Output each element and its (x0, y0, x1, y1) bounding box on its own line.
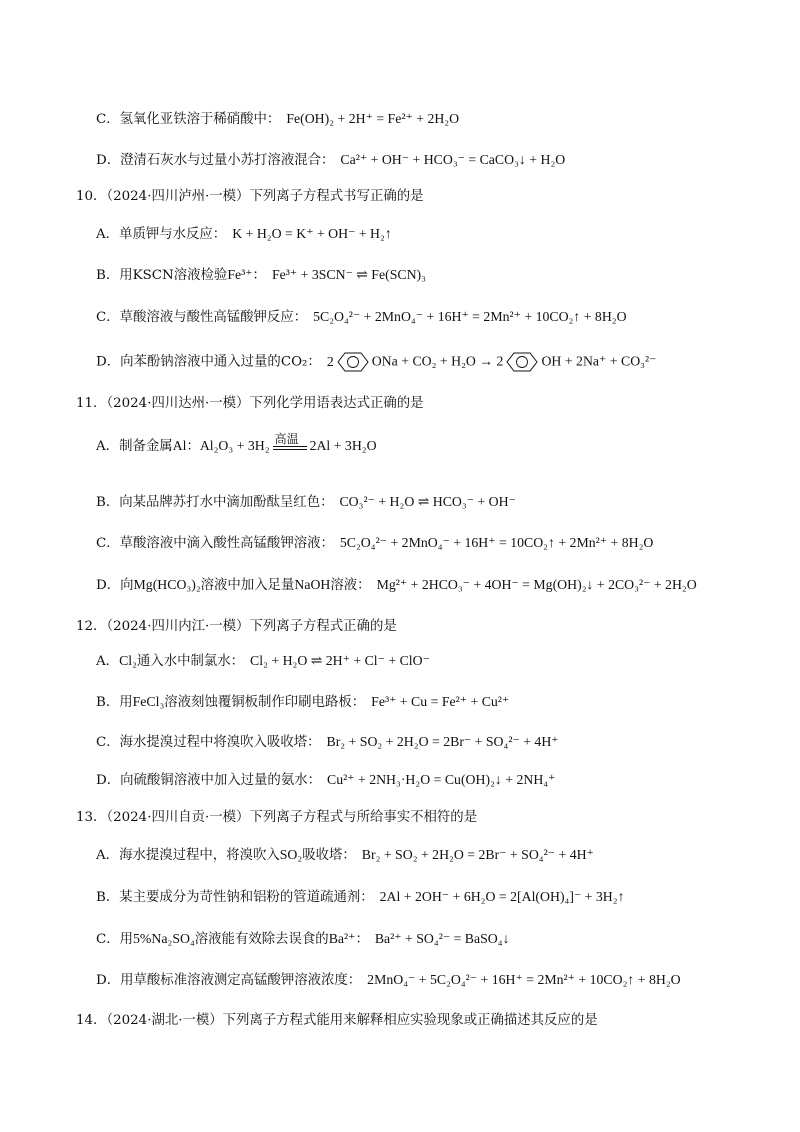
q11-option-d-equation: Mg²⁺ + 2HCO₃⁻ + 4OH⁻ = Mg(OH)₂↓ + 2CO₃²⁻ + 2H₂O (376, 577, 697, 592)
q13-option-d: D．用草酸标准溶液测定高锰酸钾溶液浓度： 2MnO₄⁻ + 5C₂O₄²⁻ + 16H⁺ = 2Mn²⁺ + 10CO₂↑ + 8H₂O (96, 972, 681, 988)
q12-option-a: A．Cl₂通入水中制氯水： Cl₂ + H₂O ⇌ 2H⁺ + Cl⁻ + ClO⁻ (96, 653, 430, 669)
q9-option-d-text: 澄清石灰水与过量小苏打溶液混合： (120, 153, 335, 168)
q9-option-d: D．澄清石灰水与过量小苏打溶液混合： Ca²⁺ + OH⁻ + HCO₃⁻ = CaCO₃↓ + H₂O (96, 152, 566, 168)
q10-option-a: A．单质钾与水反应： K + H₂O = K⁺ + OH⁻ + H₂↑ (96, 226, 392, 242)
question-14-stem: 14．（2024·湖北·一模）下列离子方程式能用来解释相应实验现象或正确描述其反应的是 (76, 1013, 598, 1028)
q10-option-b-equation: Fe³⁺ + 3SCN⁻ ⇌ Fe(SCN)₃ (271, 267, 426, 282)
q12-option-b-equation: Fe³⁺ + Cu = Fe²⁺ + Cu²⁺ (371, 694, 510, 709)
q10-option-c: C．草酸溶液与酸性高锰酸钾反应： 5C₂O₄²⁻ + 2MnO₄⁻ + 16H⁺ = 2Mn²⁺ + 10CO₂↑ + 8H₂O (96, 309, 627, 325)
q10-option-c-equation: 5C₂O₄²⁻ + 2MnO₄⁻ + 16H⁺ = 2Mn²⁺ + 10CO₂↑ + 8H₂O (313, 309, 627, 324)
q11-option-b: B．向某品牌苏打水中滴加酚酞呈红色： CO₃²⁻ + H₂O ⇌ HCO₃⁻ + OH⁻ (96, 494, 516, 510)
question-10-stem: 10．（2024·四川泸州·一模）下列离子方程式书写正确的是 (76, 189, 424, 204)
q12-option-b: B．用FeCl₃溶液刻蚀覆铜板制作印刷电路板： Fe³⁺ + Cu = Fe²⁺ + Cu²⁺ (96, 694, 510, 710)
reaction-condition: 高温 (273, 446, 307, 456)
q13-option-c: C．用5%Na₂SO₄溶液能有效除去误食的Ba²⁺： Ba²⁺ + SO₄²⁻ = BaSO₄↓ (96, 931, 510, 947)
question-13-stem: 13．（2024·四川自贡·一模）下列离子方程式与所给事实不相符的是 (76, 810, 478, 825)
q12-option-d: D．向硫酸铜溶液中加入过量的氨水： Cu²⁺ + 2NH₃·H₂O = Cu(OH)₂↓ + 2NH₄⁺ (96, 772, 556, 788)
q11-option-c: C．草酸溶液中滴入酸性高锰酸钾溶液： 5C₂O₄²⁻ + 2MnO₄⁻ + 16H⁺ = 10CO₂↑ + 2Mn²⁺ + 8H₂O (96, 535, 654, 551)
benzene-ring-icon (505, 351, 539, 373)
q10-option-a-equation: K + H₂O = K⁺ + OH⁻ + H₂↑ (232, 226, 392, 241)
q11-option-c-equation: 5C₂O₄²⁻ + 2MnO₄⁻ + 16H⁺ = 10CO₂↑ + 2Mn²⁺ + 8H₂O (339, 535, 654, 550)
q9-option-c-equation: Fe(OH)₂ + 2H⁺ = Fe²⁺ + 2H₂O (286, 111, 460, 126)
q10-option-d: D．向苯酚钠溶液中通入过量的CO₂： 2 ONa + CO₂ + H₂O → 2 OH + 2Na⁺ + CO₃²⁻ (96, 351, 656, 373)
q11-option-a-equation: Al₂O₃ + 3H₂ (199, 438, 270, 453)
q12-option-d-equation: Cu²⁺ + 2NH₃·H₂O = Cu(OH)₂↓ + 2NH₄⁺ (327, 772, 556, 787)
q13-option-d-equation: 2MnO₄⁻ + 5C₂O₄²⁻ + 16H⁺ = 2Mn²⁺ + 10CO₂↑ + 8H₂O (367, 972, 681, 987)
q9-option-c: C．氢氧化亚铁溶于稀硝酸中： Fe(OH)₂ + 2H⁺ = Fe²⁺ + 2H₂O (96, 111, 460, 127)
q13-option-b-equation: 2Al + 2OH⁻ + 6H₂O = 2[Al(OH)₄]⁻ + 3H₂↑ (379, 889, 625, 904)
q13-option-c-equation: Ba²⁺ + SO₄²⁻ = BaSO₄↓ (374, 931, 510, 946)
q13-option-a: A．海水提溴过程中，将溴吹入SO₂吸收塔： Br₂ + SO₂ + 2H₂O = 2Br⁻ + SO₄²⁻ + 4H⁺ (96, 847, 594, 863)
q11-option-a: A．制备金属Al：Al₂O₃ + 3H₂ 高温 2Al + 3H₂O (96, 432, 377, 454)
q9-option-c-text: 氢氧化亚铁溶于稀硝酸中： (119, 112, 281, 127)
benzene-ring-icon (336, 351, 370, 373)
q13-option-b: B．某主要成分为苛性钠和铝粉的管道疏通剂： 2Al + 2OH⁻ + 6H₂O = 2[Al(OH)₄]⁻ + 3H₂↑ (96, 889, 625, 905)
q11-option-b-equation: CO₃²⁻ + H₂O ⇌ HCO₃⁻ + OH⁻ (339, 494, 516, 509)
q12-option-c-equation: Br₂ + SO₂ + 2H₂O = 2Br⁻ + SO₄²⁻ + 4H⁺ (326, 734, 559, 749)
question-11-stem: 11．（2024·四川达州·一模）下列化学用语表达式正确的是 (76, 396, 424, 411)
question-12-stem: 12．（2024·四川内江·一模）下列离子方程式正确的是 (76, 619, 397, 634)
q12-option-c: C．海水提溴过程中将溴吹入吸收塔： Br₂ + SO₂ + 2H₂O = 2Br⁻ + SO₄²⁻ + 4H⁺ (96, 734, 559, 750)
q10-option-b: B．用KSCN溶液检验Fe³⁺： Fe³⁺ + 3SCN⁻ ⇌ Fe(SCN)₃ (96, 267, 426, 283)
q12-option-a-equation: Cl₂ + H₂O ⇌ 2H⁺ + Cl⁻ + ClO⁻ (250, 653, 430, 668)
q11-option-d: D．向Mg(HCO₃)₂溶液中加入足量NaOH溶液： Mg²⁺ + 2HCO₃⁻ + 4OH⁻ = Mg(OH)₂↓ + 2CO₃²⁻ + 2H₂O (96, 577, 697, 593)
q9-option-d-equation: Ca²⁺ + OH⁻ + HCO₃⁻ = CaCO₃↓ + H₂O (340, 152, 566, 167)
q13-option-a-equation: Br₂ + SO₂ + 2H₂O = 2Br⁻ + SO₄²⁻ + 4H⁺ (361, 847, 594, 862)
